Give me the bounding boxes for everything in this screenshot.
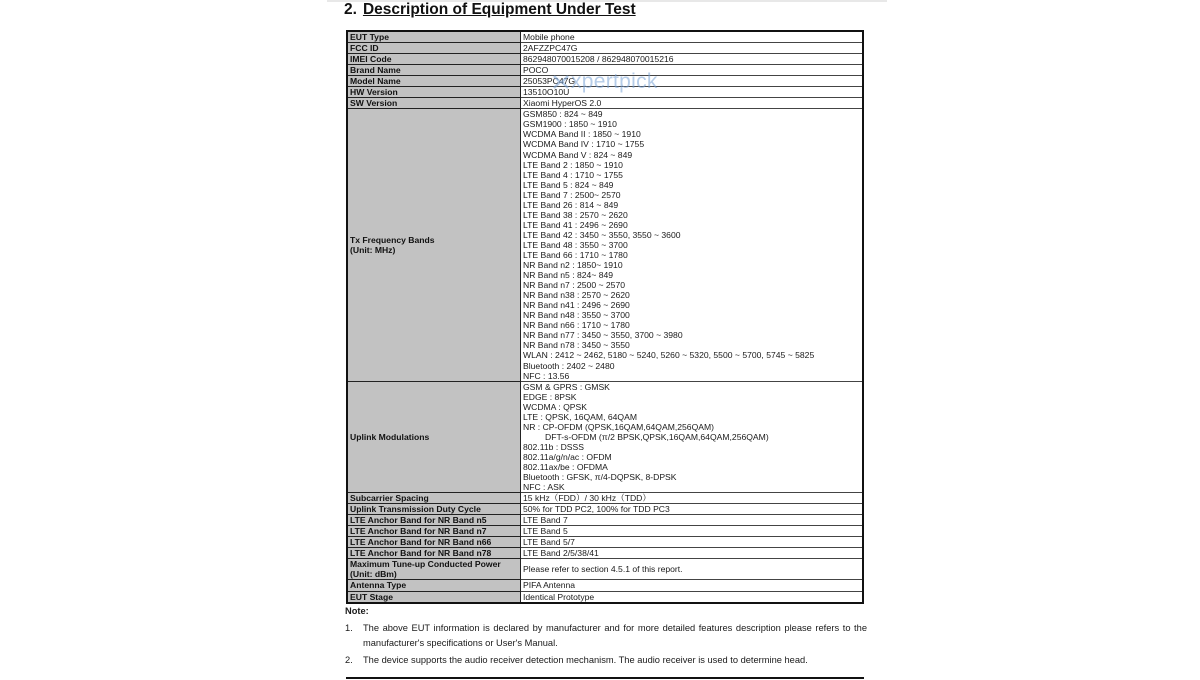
row-label: LTE Anchor Band for NR Band n7 bbox=[347, 526, 521, 537]
row-value: POCO bbox=[521, 65, 864, 76]
modulation-item: DFT-s-OFDM (π/2 BPSK,QPSK,16QAM,64QAM,256QAM) bbox=[545, 431, 769, 442]
note-number: 1. bbox=[345, 623, 353, 633]
band-item: Bluetooth : 2402 ~ 2480 bbox=[523, 360, 615, 371]
band-item: LTE Band 66 : 1710 ~ 1780 bbox=[523, 249, 628, 260]
row-label: LTE Anchor Band for NR Band n5 bbox=[347, 515, 521, 526]
row-value: 50% for TDD PC2, 100% for TDD PC3 bbox=[521, 504, 864, 515]
table-row-brand-name bbox=[347, 65, 863, 76]
watermark-text: xpertpick bbox=[571, 70, 658, 93]
row-label: EUT Stage bbox=[347, 591, 521, 603]
band-item: LTE Band 48 : 3550 ~ 3700 bbox=[523, 239, 628, 250]
row-value: 13510O10U bbox=[521, 87, 864, 98]
table-row-max-conducted-power bbox=[347, 559, 863, 580]
band-item: NR Band n78 : 3450 ~ 3550 bbox=[523, 340, 630, 351]
notes-section bbox=[345, 606, 867, 670]
band-item: LTE Band 38 : 2570 ~ 2620 bbox=[523, 209, 628, 220]
row-value: 25053PC47G bbox=[521, 76, 864, 87]
table-row-eut-stage bbox=[347, 591, 863, 603]
band-item: LTE Band 7 : 2500~ 2570 bbox=[523, 189, 621, 200]
row-value: PIFA Antenna bbox=[521, 580, 864, 591]
row-value: LTE Band 5/7 bbox=[521, 537, 864, 548]
row-label: LTE Anchor Band for NR Band n66 bbox=[347, 537, 521, 548]
band-item: LTE Band 41 : 2496 ~ 2690 bbox=[523, 219, 628, 230]
table-row-anchor-n5 bbox=[347, 515, 863, 526]
row-value-list bbox=[521, 381, 864, 493]
row-value: Please refer to section 4.5.1 of this report. bbox=[521, 559, 864, 580]
table-row-uplink-duty-cycle bbox=[347, 504, 863, 515]
row-label bbox=[347, 109, 521, 381]
row-label: FCC ID bbox=[347, 43, 521, 54]
row-label: Antenna Type bbox=[347, 580, 521, 591]
table-row-antenna-type bbox=[347, 580, 863, 591]
table-row-fcc-id bbox=[347, 43, 863, 54]
row-label: LTE Anchor Band for NR Band n78 bbox=[347, 548, 521, 559]
row-label: HW Version bbox=[347, 87, 521, 98]
eut-description-table bbox=[346, 30, 864, 604]
note-number: 2. bbox=[345, 655, 353, 665]
row-label-line: Tx Frequency Bands bbox=[350, 234, 435, 245]
table-row-sw-version bbox=[347, 98, 863, 109]
table-row-anchor-n66 bbox=[347, 537, 863, 548]
band-item: LTE Band 4 : 1710 ~ 1755 bbox=[523, 169, 623, 180]
table-row-imei-code bbox=[347, 54, 863, 65]
row-label-unit: (Unit: MHz) bbox=[350, 244, 396, 255]
table-row-anchor-n78 bbox=[347, 548, 863, 559]
modulation-item: LTE : QPSK, 16QAM, 64QAM bbox=[523, 411, 637, 422]
band-item: WCDMA Band II : 1850 ~ 1910 bbox=[523, 129, 641, 140]
note-text: The above EUT information is declared by manufacturer and for more detailed features description please refers to the manufacturer's specifications or User's Manual. bbox=[363, 623, 867, 648]
modulation-item: 802.11b : DSSS bbox=[523, 441, 584, 452]
row-label: Uplink Modulations bbox=[347, 381, 521, 493]
band-item: WCDMA Band V : 824 ~ 849 bbox=[523, 149, 633, 160]
band-item: NR Band n5 : 824~ 849 bbox=[523, 270, 614, 281]
modulation-item: 802.11a/g/n/ac : OFDM bbox=[523, 451, 612, 462]
band-item: NR Band n48 : 3550 ~ 3700 bbox=[523, 310, 630, 321]
modulation-item: EDGE : 8PSK bbox=[523, 391, 577, 402]
row-label: Uplink Transmission Duty Cycle bbox=[347, 504, 521, 515]
bottom-divider bbox=[346, 677, 864, 679]
band-item: NR Band n41 : 2496 ~ 2690 bbox=[523, 300, 630, 311]
table-row-subcarrier-spacing bbox=[347, 493, 863, 504]
band-item: GSM850 : 824 ~ 849 bbox=[523, 109, 603, 120]
band-item: NR Band n66 : 1710 ~ 1780 bbox=[523, 320, 630, 331]
modulation-item: Bluetooth : GFSK, π/4-DQPSK, 8-DPSK bbox=[523, 472, 677, 483]
table-row-model-name bbox=[347, 76, 863, 87]
row-value: LTE Band 2/5/38/41 bbox=[521, 548, 864, 559]
row-label: Brand Name bbox=[347, 65, 521, 76]
row-label: Subcarrier Spacing bbox=[347, 493, 521, 504]
modulation-item: NFC : ASK bbox=[523, 482, 565, 493]
row-label: IMEI Code bbox=[347, 54, 521, 65]
modulation-item: 802.11ax/be : OFDMA bbox=[523, 461, 608, 472]
note-item bbox=[345, 621, 867, 651]
row-label-line: Maximum Tune-up Conducted Power bbox=[350, 559, 501, 570]
row-value-list bbox=[521, 109, 864, 381]
band-item: NR Band n38 : 2570 ~ 2620 bbox=[523, 290, 630, 301]
row-value: 2AFZZPC47G bbox=[521, 43, 864, 54]
table-row-tx-frequency-bands bbox=[347, 109, 863, 381]
row-label-unit: (Unit: dBm) bbox=[350, 569, 397, 580]
row-value: Xiaomi HyperOS 2.0 bbox=[521, 98, 864, 109]
modulation-item: WCDMA : QPSK bbox=[523, 401, 587, 412]
modulation-item: NR : CP-OFDM (QPSK,16QAM,64QAM,256QAM) bbox=[523, 421, 715, 432]
row-value: LTE Band 7 bbox=[521, 515, 864, 526]
band-item: NR Band n7 : 2500 ~ 2570 bbox=[523, 280, 626, 291]
band-item: NFC : 13.56 bbox=[523, 370, 570, 381]
band-item: LTE Band 42 : 3450 ~ 3550, 3550 ~ 3600 bbox=[523, 229, 681, 240]
table-row-eut-type bbox=[347, 31, 863, 43]
table-row-hw-version bbox=[347, 87, 863, 98]
table-row-anchor-n7 bbox=[347, 526, 863, 537]
band-item: LTE Band 2 : 1850 ~ 1910 bbox=[523, 159, 623, 170]
band-item: WCDMA Band IV : 1710 ~ 1755 bbox=[523, 139, 645, 150]
row-value: 15 kHz（FDD）/ 30 kHz（TDD） bbox=[521, 493, 864, 504]
modulation-item: GSM & GPRS : GMSK bbox=[523, 381, 610, 392]
band-item: NR Band n2 : 1850~ 1910 bbox=[523, 260, 623, 271]
row-label: SW Version bbox=[347, 98, 521, 109]
row-value: 862948070015208 / 862948070015216 bbox=[521, 54, 864, 65]
band-item: GSM1900 : 1850 ~ 1910 bbox=[523, 119, 617, 130]
row-label: EUT Type bbox=[347, 31, 521, 43]
row-label: Model Name bbox=[347, 76, 521, 87]
section-title: Description of Equipment Under Test bbox=[362, 1, 636, 18]
row-value: Mobile phone bbox=[521, 31, 864, 43]
row-label bbox=[347, 559, 521, 580]
row-value: LTE Band 5 bbox=[521, 526, 864, 537]
section-number: 2. bbox=[344, 1, 357, 18]
note-item bbox=[345, 653, 867, 668]
note-text: The device supports the audio receiver detection mechanism. The audio receiver is used to determine head. bbox=[363, 655, 808, 665]
notes-title: Note: bbox=[345, 606, 369, 616]
band-item: WLAN : 2412 ~ 2462, 5180 ~ 5240, 5260 ~ 5320, 5500 ~ 5700, 5745 ~ 5825 bbox=[523, 350, 815, 361]
row-value: Identical Prototype bbox=[521, 591, 864, 603]
table-row-uplink-modulations bbox=[347, 381, 863, 493]
section-heading bbox=[344, 1, 636, 19]
band-item: LTE Band 26 : 814 ~ 849 bbox=[523, 199, 619, 210]
band-item: LTE Band 5 : 824 ~ 849 bbox=[523, 179, 614, 190]
band-item: NR Band n77 : 3450 ~ 3550, 3700 ~ 3980 bbox=[523, 330, 683, 341]
